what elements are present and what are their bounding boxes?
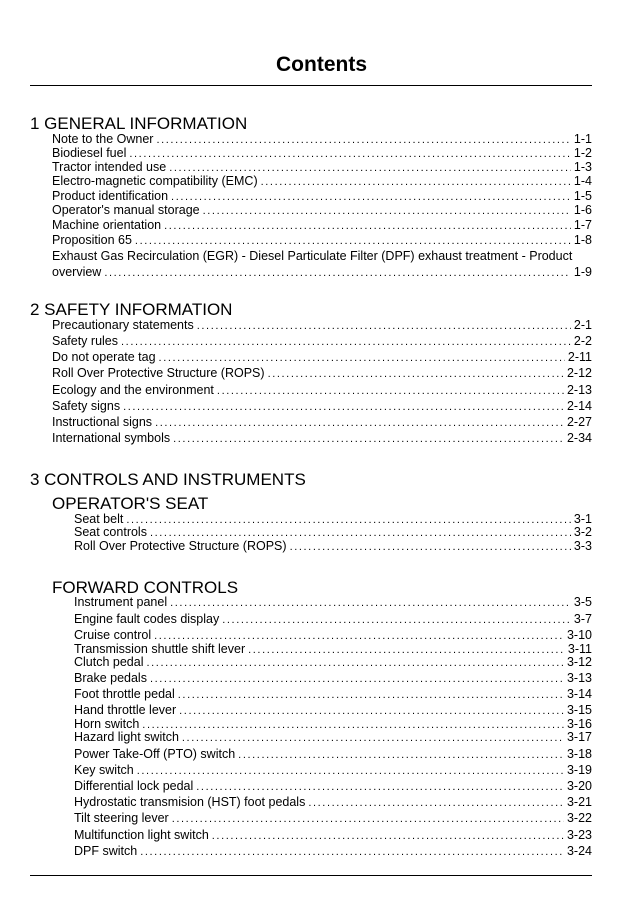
toc-entry[interactable] [52, 350, 592, 365]
dot-leader [182, 732, 564, 745]
toc-entry-title: Electro-magnetic compatibility (EMC) [52, 174, 258, 188]
toc-entry-page: 2-12 [566, 366, 592, 380]
toc-entry-page: 1-5 [573, 189, 592, 203]
dot-leader [164, 220, 571, 233]
toc-entry-title: Tilt steering lever [74, 811, 169, 825]
toc-entry-title: Safety signs [52, 399, 121, 413]
toc-entry-title: Product identification [52, 189, 169, 203]
toc-entry-title: Hazard light switch [74, 730, 179, 744]
toc-entry-title: Key switch [74, 763, 134, 777]
toc-entry[interactable] [74, 687, 592, 702]
toc-entry[interactable] [52, 334, 592, 349]
toc-entry-page: 3-20 [566, 779, 592, 793]
dot-leader [173, 433, 564, 446]
toc-entry[interactable] [52, 318, 592, 333]
toc-entry-page: 2-34 [566, 431, 592, 445]
toc-entry[interactable] [52, 189, 592, 204]
toc-entry[interactable] [74, 628, 592, 643]
toc-entry-page: 3-10 [566, 628, 592, 642]
dot-leader [261, 176, 571, 189]
toc-entry[interactable] [74, 671, 592, 686]
toc-entry-page: 1-7 [573, 218, 592, 232]
toc-entry[interactable] [74, 763, 592, 778]
toc-entry-page: 3-19 [566, 763, 592, 777]
toc-entry-page: 1-4 [573, 174, 592, 188]
toc-entry-page: 1-3 [573, 160, 592, 174]
toc-entry-title: Cruise control [74, 628, 152, 642]
toc-entry[interactable] [52, 174, 592, 189]
dot-leader [197, 320, 571, 333]
toc-entry-page: 1-6 [573, 203, 592, 217]
toc-entry-title: Biodiesel fuel [52, 146, 127, 160]
toc-entry-title: Hydrostatic transmision (HST) foot pedals [74, 795, 306, 809]
toc-entry[interactable] [74, 811, 592, 826]
toc-entry[interactable] [74, 779, 592, 794]
toc-entry-title: Differential lock pedal [74, 779, 194, 793]
toc-entry-page: 2-27 [566, 415, 592, 429]
toc-entry-title: Power Take-Off (PTO) switch [74, 747, 236, 761]
toc-entry-page: 3-17 [566, 730, 592, 744]
toc-entry-title: Proposition 65 [52, 233, 132, 247]
dot-leader [140, 846, 564, 859]
toc-entry-page: 3-3 [573, 539, 592, 553]
dot-leader [196, 781, 564, 794]
toc-entry-page: 3-15 [566, 703, 592, 717]
toc-entry[interactable] [52, 160, 592, 175]
toc-entry-title: Tractor intended use [52, 160, 167, 174]
toc-entry-page: 3-7 [573, 612, 592, 626]
toc-entry[interactable] [74, 828, 592, 843]
toc-entry-page: 3-2 [573, 525, 592, 539]
toc-entry[interactable] [74, 595, 592, 610]
dot-leader [135, 235, 571, 248]
subsection-heading-forward-controls: FORWARD CONTROLS [52, 578, 239, 597]
dot-leader [121, 336, 571, 349]
toc-entry[interactable] [52, 366, 592, 381]
toc-entry-page: 3-12 [566, 655, 592, 669]
toc-entry[interactable] [52, 146, 592, 161]
dot-leader [268, 368, 564, 381]
toc-entry[interactable] [52, 431, 592, 446]
toc-entry[interactable] [74, 747, 592, 762]
dot-leader [222, 614, 571, 627]
toc-entry-title: Note to the Owner [52, 132, 154, 146]
toc-entry-title: Do not operate tag [52, 350, 156, 364]
dot-leader [290, 541, 571, 554]
toc-entry-title: Horn switch [74, 717, 140, 731]
toc-entry-page: 3-14 [566, 687, 592, 701]
toc-entry[interactable] [52, 249, 592, 280]
toc-entry[interactable] [52, 415, 592, 430]
toc-entry-title: Instrument panel [74, 595, 168, 609]
dot-leader [104, 267, 571, 280]
toc-entry-title: Clutch pedal [74, 655, 144, 669]
dot-leader [150, 673, 564, 686]
dot-leader [308, 797, 564, 810]
toc-entry-title: Machine orientation [52, 218, 162, 232]
toc-entry-title: International symbols [52, 431, 171, 445]
toc-entry[interactable] [52, 132, 592, 147]
toc-entry-title: Roll Over Protective Structure (ROPS) [74, 539, 287, 553]
dot-leader [217, 385, 564, 398]
toc-entry-title: Multifunction light switch [74, 828, 209, 842]
toc-entry-title: Precautionary statements [52, 318, 194, 332]
dot-leader [147, 657, 564, 670]
toc-entry-page: 3-5 [573, 595, 592, 609]
toc-entry-page: 3-11 [567, 642, 592, 656]
toc-entry[interactable] [74, 539, 592, 554]
dot-leader [172, 813, 564, 826]
toc-entry-title: Transmission shuttle shift lever [74, 642, 246, 656]
dot-leader [238, 749, 564, 762]
toc-entry-page: 3-18 [566, 747, 592, 761]
toc-entry-page: 3-24 [566, 844, 592, 858]
toc-entry-title-continued: overview [52, 265, 102, 279]
toc-entry[interactable] [74, 795, 592, 810]
footer-divider [30, 875, 592, 876]
toc-entry-page: 2-13 [566, 383, 592, 397]
subsection-heading-operators-seat: OPERATOR'S SEAT [52, 494, 209, 513]
toc-entry-page: 2-1 [573, 318, 592, 332]
toc-entry[interactable] [74, 612, 592, 627]
toc-entry-page: 1-9 [573, 265, 592, 279]
toc-entry-title: Exhaust Gas Recirculation (EGR) - Diesel Particulate Filter (DPF) exhaust treatment - Product [52, 249, 573, 263]
dot-leader [212, 830, 564, 843]
toc-entry-page: 1-8 [573, 233, 592, 247]
toc-entry-page: 3-16 [566, 717, 592, 731]
toc-entry-title: Roll Over Protective Structure (ROPS) [52, 366, 265, 380]
dot-leader [170, 597, 571, 610]
toc-entry-title: Instructional signs [52, 415, 153, 429]
toc-entry-title: Ecology and the environment [52, 383, 214, 397]
toc-entry-title: Seat belt [74, 512, 124, 526]
toc-entry[interactable] [52, 383, 592, 398]
dot-leader [159, 352, 565, 365]
dot-leader [137, 765, 564, 778]
toc-entry-page: 2-14 [566, 399, 592, 413]
toc-entry-title: DPF switch [74, 844, 138, 858]
toc-entry[interactable] [74, 525, 592, 540]
toc-entry-page: 2-2 [573, 334, 592, 348]
dot-leader [123, 401, 564, 414]
dot-leader [155, 417, 564, 430]
title-divider [30, 85, 592, 86]
toc-entry[interactable] [52, 203, 592, 218]
section-heading-controls-and-instruments: 3 CONTROLS AND INSTRUMENTS [30, 470, 306, 489]
toc-entry-title: Foot throttle pedal [74, 687, 175, 701]
toc-entry[interactable] [52, 218, 592, 233]
toc-entry-title: Safety rules [52, 334, 119, 348]
toc-entry[interactable] [74, 730, 592, 745]
toc-entry-title: Seat controls [74, 525, 147, 539]
toc-entry-page: 2-11 [567, 350, 592, 364]
toc-entry-title: Brake pedals [74, 671, 147, 685]
toc-entry-page: 3-1 [573, 512, 592, 526]
toc-entry-page: 1-1 [573, 132, 592, 146]
section-heading-safety-information: 2 SAFETY INFORMATION [30, 300, 233, 319]
dot-leader [203, 205, 571, 218]
toc-entry[interactable] [74, 655, 592, 670]
toc-entry-page: 3-21 [566, 795, 592, 809]
toc-entry[interactable] [52, 233, 592, 248]
page-title: Contents [276, 53, 367, 76]
toc-entry-page: 3-13 [566, 671, 592, 685]
toc-entry-title: Operator's manual storage [52, 203, 200, 217]
toc-entry[interactable] [52, 399, 592, 414]
toc-entry-title: Hand throttle lever [74, 703, 177, 717]
dot-leader [178, 689, 564, 702]
toc-entry-title: Engine fault codes display [74, 612, 220, 626]
toc-entry-page: 3-23 [566, 828, 592, 842]
toc-entry[interactable] [74, 844, 592, 859]
toc-entry-page: 3-22 [566, 811, 592, 825]
section-heading-general-information: 1 GENERAL INFORMATION [30, 114, 248, 133]
toc-entry[interactable] [74, 703, 592, 718]
toc-entry-page: 1-2 [573, 146, 592, 160]
